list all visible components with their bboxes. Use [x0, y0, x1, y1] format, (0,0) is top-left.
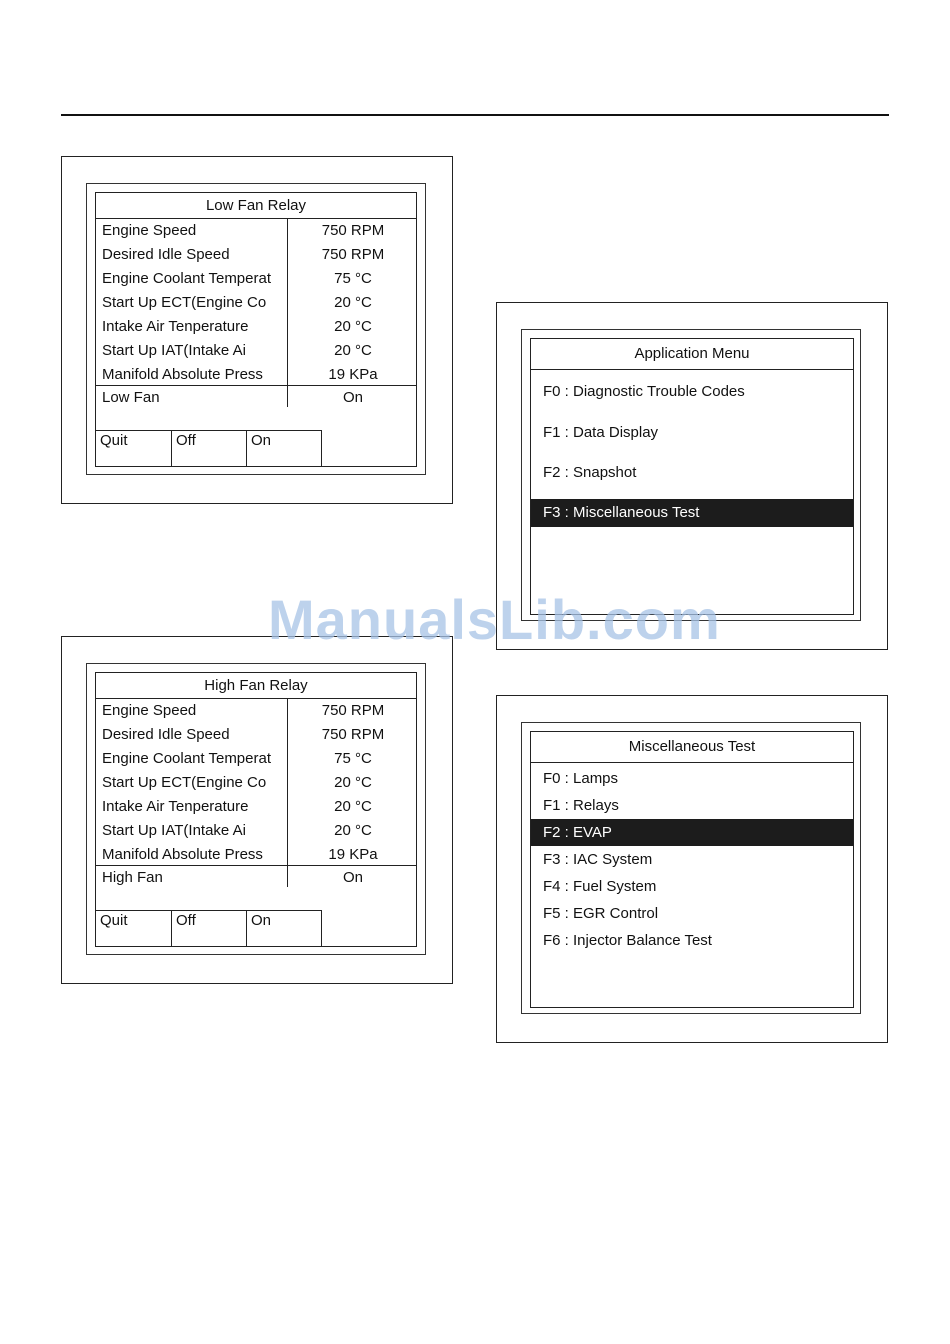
row-value: 19 KPa [328, 366, 378, 383]
data-row [96, 771, 416, 795]
row-label: Intake Air Tenperature [102, 318, 249, 335]
status-label: Low Fan [102, 389, 160, 406]
menu-item-snapshot[interactable]: F2 : Snapshot [543, 464, 637, 481]
application-menu-panel [530, 338, 854, 615]
menu-item-relays[interactable]: F1 : Relays [543, 797, 619, 814]
menu-item-miscellaneous-test[interactable]: F3 : Miscellaneous Test [531, 499, 853, 527]
row-value: 20 °C [334, 822, 372, 839]
row-value: 750 RPM [321, 702, 385, 719]
row-value: 20 °C [334, 774, 372, 791]
menu-title: Miscellaneous Test [531, 732, 853, 763]
row-label: Start Up IAT(Intake Ai [102, 342, 246, 359]
low-fan-relay-panel [95, 192, 417, 467]
data-row [96, 339, 416, 363]
data-row [96, 315, 416, 339]
menu-item-injector-balance-test[interactable]: F6 : Injector Balance Test [543, 932, 712, 949]
menu-item-fuel-system[interactable]: F4 : Fuel System [543, 878, 657, 895]
data-row [96, 747, 416, 771]
high-fan-status-row [96, 866, 416, 890]
row-label: Manifold Absolute Press [102, 366, 263, 383]
softkey-bar [96, 430, 322, 466]
data-row [96, 363, 416, 387]
menu-item-data-display[interactable]: F1 : Data Display [543, 424, 659, 441]
row-value: 20 °C [334, 342, 372, 359]
row-value: 20 °C [334, 798, 372, 815]
data-row [96, 219, 416, 243]
row-value: 20 °C [334, 318, 372, 335]
page-top-rule [61, 114, 889, 116]
row-value: 19 KPa [328, 846, 378, 863]
row-value: 75 °C [334, 750, 372, 767]
data-row [96, 795, 416, 819]
data-rows [96, 219, 416, 386]
row-label: Desired Idle Speed [102, 726, 230, 743]
watermark: ManualsLib.com [268, 588, 721, 651]
row-label: Engine Speed [102, 702, 197, 719]
status-value: On [342, 869, 363, 886]
screen-title: High Fan Relay [96, 673, 416, 699]
menu-item-lamps[interactable]: F0 : Lamps [543, 770, 619, 787]
data-row [96, 819, 416, 843]
low-fan-relay-screen [86, 183, 426, 475]
menu-title: Application Menu [531, 339, 853, 370]
menu-item-iac-system[interactable]: F3 : IAC System [543, 851, 653, 868]
high-fan-relay-figure [61, 636, 453, 984]
row-label: Engine Coolant Temperat [102, 270, 271, 287]
quit-button[interactable]: Quit [100, 912, 128, 929]
screen-title: Low Fan Relay [96, 193, 416, 219]
status-value: On [342, 389, 363, 406]
on-button[interactable]: On [246, 431, 321, 466]
softkey-bar [96, 910, 322, 946]
data-rows [96, 699, 416, 866]
quit-button[interactable]: Quit [100, 432, 128, 449]
row-label: Start Up ECT(Engine Co [102, 774, 267, 791]
status-label: High Fan [102, 869, 163, 886]
high-fan-relay-panel [95, 672, 417, 947]
row-label: Start Up IAT(Intake Ai [102, 822, 246, 839]
row-value: 750 RPM [321, 246, 385, 263]
low-fan-status-row [96, 386, 416, 410]
row-label: Start Up ECT(Engine Co [102, 294, 267, 311]
miscellaneous-test-screen [521, 722, 861, 1014]
data-row [96, 843, 416, 867]
data-row [96, 723, 416, 747]
data-row [96, 291, 416, 315]
row-value: 20 °C [334, 294, 372, 311]
off-button[interactable]: Off [171, 911, 246, 946]
off-button[interactable]: Off [171, 431, 246, 466]
row-label: Desired Idle Speed [102, 246, 230, 263]
data-row [96, 243, 416, 267]
menu-item-egr-control[interactable]: F5 : EGR Control [543, 905, 659, 922]
row-label: Engine Coolant Temperat [102, 750, 271, 767]
miscellaneous-test-panel [530, 731, 854, 1008]
menu-item-diagnostic-trouble-codes[interactable]: F0 : Diagnostic Trouble Codes [543, 383, 745, 400]
row-label: Intake Air Tenperature [102, 798, 249, 815]
high-fan-relay-screen [86, 663, 426, 955]
low-fan-relay-figure [61, 156, 453, 504]
data-row [96, 699, 416, 723]
data-row [96, 267, 416, 291]
row-label: Engine Speed [102, 222, 197, 239]
on-button[interactable]: On [246, 911, 321, 946]
row-value: 750 RPM [321, 726, 385, 743]
application-menu-screen [521, 329, 861, 621]
miscellaneous-test-figure [496, 695, 888, 1043]
row-value: 750 RPM [321, 222, 385, 239]
row-label: Manifold Absolute Press [102, 846, 263, 863]
menu-item-evap[interactable]: F2 : EVAP [531, 819, 853, 846]
row-value: 75 °C [334, 270, 372, 287]
